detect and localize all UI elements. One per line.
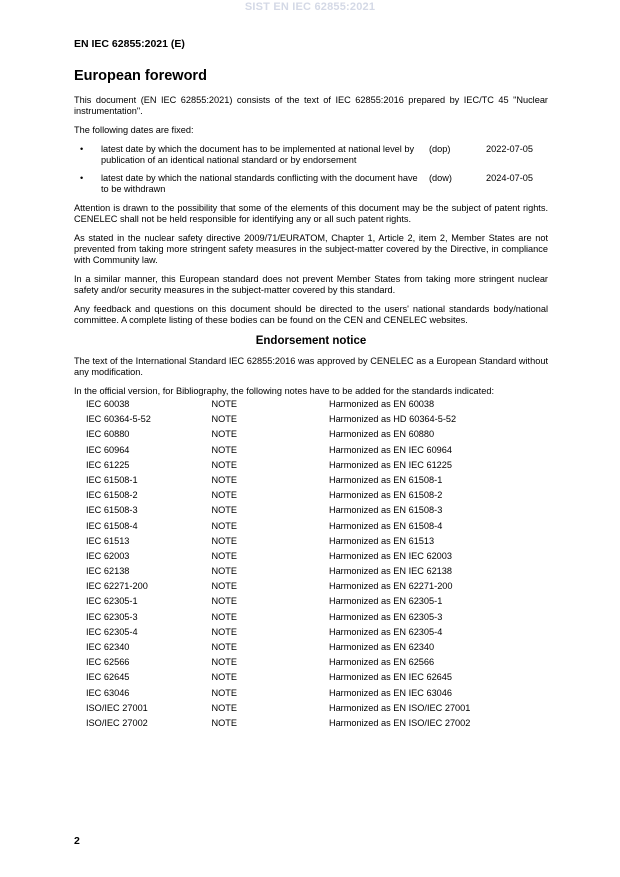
page-number: 2 [74, 835, 80, 847]
table-row [86, 551, 548, 566]
patent-paragraph: Attention is drawn to the possibility that some of the elements of this document may be the subject of patent rights. CENELEC shall not be held responsible for identifying any or all such patent rights. [74, 203, 548, 224]
table-row [86, 490, 548, 505]
harmonized-cell: Harmonized as EN 62305-1 [328, 596, 443, 607]
date-description: latest date by which the national standards conflicting with the document have to be withdrawn [101, 173, 418, 194]
dates-list [74, 144, 548, 195]
standard-cell: IEC 62340 [86, 642, 130, 652]
harmonized-cell: Harmonized as EN 62305-3 [328, 611, 443, 622]
note-cell: NOTE [211, 672, 237, 683]
note-cell: NOTE [211, 657, 237, 668]
harmonized-cell: Harmonized as EN 62271-200 [328, 581, 453, 592]
standard-cell: IEC 63046 [86, 687, 130, 698]
standard-cell: IEC 62305-3 [86, 611, 138, 622]
table-row [86, 429, 548, 444]
date-item-dop [74, 144, 548, 166]
date-value: 2022-07-05 [486, 144, 533, 154]
standard-cell: IEC 60880 [86, 429, 130, 440]
note-cell: NOTE [211, 414, 237, 425]
note-cell: NOTE [211, 490, 237, 501]
date-code: (dow) [429, 173, 452, 183]
note-cell: NOTE [211, 642, 237, 652]
bullet-icon: • [80, 173, 84, 183]
harmonized-cell: Harmonized as EN IEC 60964 [328, 444, 453, 455]
note-cell: NOTE [211, 520, 237, 531]
table-row [86, 657, 548, 672]
note-cell: NOTE [211, 566, 237, 577]
harmonized-cell: Harmonized as EN 61513 [328, 535, 435, 546]
harmonized-cell: Harmonized as EN IEC 62138 [328, 566, 453, 577]
note-cell: NOTE [211, 717, 237, 728]
note-cell: NOTE [211, 626, 237, 637]
standard-cell: ISO/IEC 27001 [86, 702, 148, 713]
standard-cell: IEC 61508-2 [86, 490, 138, 501]
page-content [74, 68, 548, 733]
dates-intro: The following dates are fixed: [74, 125, 194, 135]
table-row [86, 445, 548, 460]
note-cell: NOTE [211, 702, 237, 713]
harmonized-cell: Harmonized as EN 62340 [328, 642, 435, 652]
date-code: (dop) [429, 144, 451, 154]
standard-cell: IEC 62271-200 [86, 581, 148, 592]
watermark: SIST EN IEC 62855:2021 [244, 1, 376, 13]
table-row [86, 521, 548, 536]
standard-cell: IEC 60038 [86, 399, 130, 409]
note-cell: NOTE [211, 687, 237, 698]
standard-cell: IEC 62003 [86, 550, 130, 561]
harmonized-cell: Harmonized as EN 62566 [328, 657, 435, 668]
harmonized-cell: Harmonized as EN ISO/IEC 27002 [328, 717, 471, 728]
standard-cell: IEC 62566 [86, 657, 130, 668]
directive-paragraph: As stated in the nuclear safety directive 2009/71/EURATOM, Chapter 1, Article 2, item 2, Member States are not prevented from taking more stringent safety measures in the subject-matter covered by the Directive, in compliance with Community law. [74, 233, 548, 265]
harmonized-cell: Harmonized as EN IEC 62003 [328, 550, 453, 561]
standard-cell: IEC 60364-5-52 [86, 414, 151, 425]
note-cell: NOTE [211, 505, 237, 516]
standard-cell: IEC 61508-3 [86, 505, 138, 516]
harmonized-cell: Harmonized as EN IEC 62645 [328, 672, 453, 683]
table-row [86, 642, 548, 657]
table-row [86, 566, 548, 581]
note-cell: NOTE [211, 474, 237, 485]
harmonized-cell: Harmonized as EN 61508-1 [328, 474, 443, 485]
bibliography-paragraph: In the official version, for Bibliography, the following notes have to be added for the standards indicated: [74, 386, 494, 396]
table-row [86, 612, 548, 627]
harmonized-cell: Harmonized as EN 61508-2 [328, 490, 443, 501]
foreword-intro: This document (EN IEC 62855:2021) consists of the text of IEC 62855:2016 prepared by IEC/TC 45 "Nuclear instrumentation". [74, 95, 548, 116]
date-description: latest date by which the document has to be implemented at national level by publication of an identical national standard or by endorsement [101, 144, 415, 165]
note-cell: NOTE [211, 550, 237, 561]
table-row [86, 688, 548, 703]
table-row [86, 627, 548, 642]
harmonized-cell: Harmonized as EN 60880 [328, 429, 435, 440]
standard-cell: IEC 61513 [86, 535, 130, 546]
document-id-header: EN IEC 62855:2021 (E) [74, 38, 185, 50]
note-cell: NOTE [211, 611, 237, 622]
endorsement-title: Endorsement notice [255, 335, 367, 347]
note-cell: NOTE [211, 444, 237, 455]
member-states-paragraph: In a similar manner, this European standard does not prevent Member States from taking more stringent nuclear safety and/or security measures in the subject-matter covered by this standard. [74, 274, 548, 295]
table-row [86, 703, 548, 718]
table-row [86, 475, 548, 490]
table-row [86, 505, 548, 520]
note-cell: NOTE [211, 429, 237, 440]
harmonized-cell: Harmonized as EN 61508-3 [328, 505, 443, 516]
harmonized-cell: Harmonized as EN IEC 61225 [328, 459, 453, 470]
standard-cell: IEC 62645 [86, 672, 130, 683]
harmonized-standards-table [86, 399, 548, 733]
standard-cell: ISO/IEC 27002 [86, 717, 148, 728]
date-item-dow [74, 173, 548, 195]
note-cell: NOTE [211, 535, 237, 546]
endorsement-paragraph: The text of the International Standard IEC 62855:2016 was approved by CENELEC as a European Standard without any modification. [74, 356, 548, 377]
standard-cell: IEC 62305-1 [86, 596, 138, 607]
standard-cell: IEC 61508-1 [86, 474, 138, 485]
table-row [86, 414, 548, 429]
note-cell: NOTE [211, 596, 237, 607]
table-row [86, 581, 548, 596]
standard-cell: IEC 60964 [86, 444, 130, 455]
harmonized-cell: Harmonized as EN 62305-4 [328, 626, 443, 637]
note-cell: NOTE [211, 581, 237, 592]
harmonized-cell: Harmonized as EN 61508-4 [328, 520, 443, 531]
harmonized-cell: Harmonized as EN IEC 63046 [328, 687, 453, 698]
standard-cell: IEC 62138 [86, 566, 130, 577]
standard-cell: IEC 62305-4 [86, 626, 138, 637]
foreword-title: European foreword [74, 68, 207, 84]
table-row [86, 718, 548, 733]
table-row [86, 399, 548, 414]
table-row [86, 672, 548, 687]
note-cell: NOTE [211, 459, 237, 470]
note-cell: NOTE [211, 399, 237, 409]
harmonized-cell: Harmonized as HD 60364-5-52 [328, 414, 457, 425]
table-row [86, 596, 548, 611]
date-value: 2024-07-05 [486, 173, 533, 183]
standard-cell: IEC 61225 [86, 459, 130, 470]
standard-cell: IEC 61508-4 [86, 520, 138, 531]
harmonized-cell: Harmonized as EN 60038 [328, 399, 435, 409]
table-row [86, 536, 548, 551]
feedback-paragraph: Any feedback and questions on this document should be directed to the users' national standards body/national committee. A complete listing of these bodies can be found on the CEN and CENELEC websites. [74, 304, 548, 325]
harmonized-cell: Harmonized as EN ISO/IEC 27001 [328, 702, 471, 713]
bullet-icon: • [80, 144, 84, 154]
table-row [86, 460, 548, 475]
